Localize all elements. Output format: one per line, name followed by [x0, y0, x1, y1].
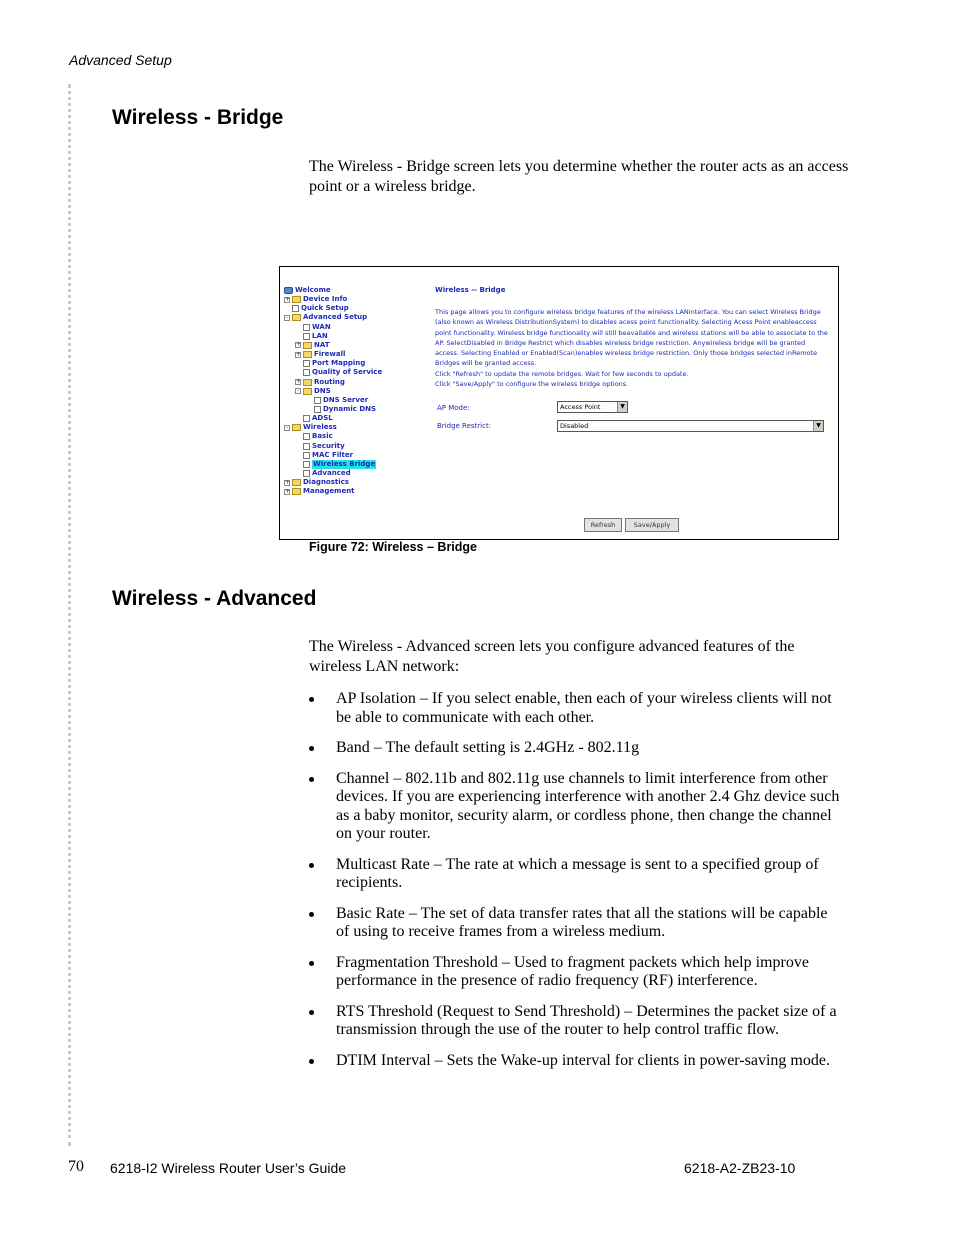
page-icon [314, 406, 321, 413]
running-header: Advanced Setup [69, 52, 172, 68]
collapse-icon[interactable]: - [285, 423, 289, 431]
tree-item-label: MAC Filter [312, 450, 354, 459]
expand-icon[interactable]: + [285, 487, 291, 495]
folder-icon [292, 296, 301, 303]
bridge-restrict-label: Bridge Restrict: [437, 422, 492, 430]
tree-item-label: Advanced Setup [303, 313, 368, 322]
folder-icon [303, 379, 312, 386]
config-pane [435, 267, 833, 539]
page-icon [303, 324, 310, 331]
figure-caption: Figure 72: Wireless – Bridge [309, 540, 477, 554]
advanced-features-list [309, 690, 844, 1082]
folder-icon [292, 424, 301, 431]
folder-icon [292, 479, 301, 486]
page-icon [303, 452, 310, 459]
page-icon [303, 369, 310, 376]
tree-item-basic[interactable] [295, 432, 333, 441]
expand-icon[interactable]: + [296, 341, 302, 349]
ap-mode-label: AP Mode: [437, 404, 470, 412]
tree-item-advanced-setup[interactable] [284, 313, 367, 322]
tree-item-wireless[interactable] [284, 423, 337, 432]
folder-icon [292, 314, 301, 321]
tree-item-routing[interactable] [295, 378, 345, 387]
expand-icon[interactable]: + [296, 350, 302, 358]
page-icon [303, 461, 310, 468]
tree-item-label: Firewall [314, 350, 346, 359]
tree-item-label: Wireless Bridge [313, 459, 376, 468]
tree-item-firewall[interactable] [295, 350, 345, 359]
tree-item-security[interactable] [295, 442, 345, 451]
tree-item-port-mapping[interactable] [295, 359, 365, 368]
list-item: RTS Threshold (Request to Send Threshold) – Determines the packet size of a transmission through the use of the router to help control traffic flow. [309, 1003, 844, 1040]
tree-item-label: Device Info [303, 295, 348, 304]
footer-guide-title: 6218-I2 Wireless Router User’s Guide [110, 1160, 347, 1176]
expand-icon[interactable]: + [285, 295, 291, 303]
tree-item-adsl[interactable] [295, 414, 333, 423]
tree-item-label: Security [312, 441, 345, 450]
tree-item-nat[interactable] [295, 341, 330, 350]
dropdown-arrow-icon: ▼ [813, 421, 823, 431]
tree-item-label: Port Mapping [312, 359, 366, 368]
pane-title: Wireless -- Bridge [435, 286, 506, 294]
tree-item-quality-of-service[interactable] [295, 368, 382, 377]
tree-item-label: Management [303, 487, 355, 496]
ap-mode-value: Access Point [560, 403, 601, 411]
bridge-restrict-select[interactable] [557, 420, 824, 432]
list-item: Basic Rate – The set of data transfer rates that all the stations will be capable of using to receive frames from a wireless medium. [309, 905, 844, 942]
tree-item-label: Dynamic DNS [323, 404, 377, 413]
pane-description-text: This page allows you to configure wireless bridge features of the wireless LANinterface. You can select Wireless Bridge (also known as Wireless DistributionSystem) to disables acess point functionality. Selecting Acess Point enableaccess point functionality. Wireless bridge functionality will still beavailable and wireless stations will be able to associate to the AP. SelectDisabled in Bridge Restrict which disables wireless bridge restriction. Anywireless bridge will be granted access. Selecting Enabled or Enabled(Scan)enables wireless bridge restriction. Only those bridges selected inRemote Bridges will be granted access. [435, 308, 828, 368]
save-apply-button[interactable]: Save/Apply [625, 518, 679, 532]
refresh-note: Click "Refresh" to update the remote bridges. Wait for few seconds to update. [435, 369, 689, 378]
tree-item-label: WAN [312, 322, 331, 331]
list-item: Multicast Rate – The rate at which a message is sent to a specified group of recipients. [309, 856, 844, 893]
tree-item-label: Basic [312, 432, 333, 441]
page-icon [303, 333, 310, 340]
page-icon [292, 305, 299, 312]
tree-item-quick-setup[interactable] [284, 304, 349, 313]
tree-item-label: Routing [314, 377, 345, 386]
pane-description [435, 307, 831, 389]
tree-item-label: Wireless [303, 423, 337, 432]
page-icon [303, 433, 310, 440]
list-item: AP Isolation – If you select enable, then each of your wireless clients will not be able to communicate with each other. [309, 690, 844, 727]
tree-item-management[interactable] [284, 487, 355, 496]
page-icon [303, 470, 310, 477]
tree-item-label: ADSL [312, 414, 333, 423]
tree-item-dns-server[interactable] [306, 396, 368, 405]
list-item: Fragmentation Threshold – Used to fragment packets which help improve performance in the presence of radio frequency (RF) interference. [309, 954, 844, 991]
tree-item-label: DNS Server [323, 395, 369, 404]
wireless-bridge-intro: The Wireless - Bridge screen lets you determine whether the router acts as an access point or a wireless bridge. [309, 158, 849, 195]
tree-item-label: Diagnostics [303, 478, 349, 487]
list-item: Band – The default setting is 2.4GHz - 802.11g [309, 739, 844, 758]
tree-item-label: NAT [314, 340, 330, 349]
wireless-bridge-screenshot [279, 266, 839, 540]
collapse-icon[interactable]: - [296, 387, 300, 395]
tree-item-wan[interactable] [295, 323, 331, 332]
list-item: DTIM Interval – Sets the Wake-up interval for clients in power-saving mode. [309, 1052, 844, 1071]
tree-item-welcome[interactable] [284, 286, 331, 295]
apply-note: Click "Save/Apply" to configure the wireless bridge options. [435, 380, 629, 389]
wireless-advanced-intro: The Wireless - Advanced screen lets you configure advanced features of the wireless LAN network: [309, 638, 795, 675]
folder-icon [292, 488, 301, 495]
collapse-icon[interactable]: - [285, 313, 289, 321]
footer-doc-code: 6218-A2-ZB23-10 [684, 1160, 796, 1176]
tree-item-advanced[interactable] [295, 469, 351, 478]
tree-item-diagnostics[interactable] [284, 478, 349, 487]
section-heading-wireless-advanced: Wireless - Advanced [112, 587, 317, 610]
dropdown-arrow-icon: ▼ [617, 402, 627, 412]
folder-icon [303, 351, 312, 358]
tree-item-label: LAN [312, 331, 328, 340]
tree-item-label: Quick Setup [301, 304, 349, 313]
tree-item-label: Advanced [312, 469, 351, 477]
tree-item-dns[interactable] [295, 387, 331, 396]
margin-rule [68, 84, 71, 1146]
tree-item-mac-filter[interactable] [295, 451, 353, 460]
page-icon [303, 360, 310, 367]
tree-item-lan[interactable] [295, 332, 328, 341]
page-icon [314, 397, 321, 404]
expand-icon[interactable]: + [296, 378, 302, 385]
folder-icon [303, 342, 312, 349]
page-icon [303, 443, 310, 450]
section-heading-wireless-bridge: Wireless - Bridge [112, 106, 284, 129]
tree-item-label: Welcome [295, 286, 331, 294]
globe-icon [284, 287, 293, 294]
bridge-restrict-value: Disabled [560, 422, 589, 430]
tree-item-label: DNS [314, 386, 331, 395]
folder-icon [303, 388, 312, 395]
refresh-button[interactable]: Refresh [584, 518, 622, 532]
list-item: Channel – 802.11b and 802.11g use channels to limit interference from other devices. If you are experiencing interference with another 2.4 Ghz device such as a baby monitor, security alarm, or cordless phone, then change the channel on your router. [309, 770, 844, 844]
tree-item-device-info[interactable] [284, 295, 347, 304]
tree-item-wireless-bridge[interactable] [295, 460, 376, 469]
page-number: 70 [68, 1158, 84, 1175]
expand-icon[interactable]: + [285, 478, 291, 486]
page-icon [303, 415, 310, 422]
ap-mode-select[interactable] [557, 401, 628, 413]
tree-item-dynamic-dns[interactable] [306, 405, 376, 414]
tree-item-label: Quality of Service [312, 368, 383, 377]
